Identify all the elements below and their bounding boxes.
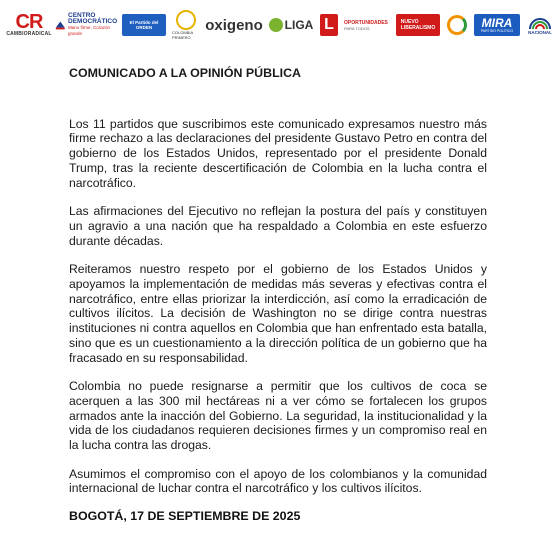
mira-logo — [474, 14, 520, 36]
communique-body — [69, 66, 487, 510]
nuevo-liberalismo-line2: LIBERALISMO — [400, 25, 436, 31]
centro-democratico-tagline: Mano firme, Corazón grande — [68, 25, 111, 36]
oxigeno-logo — [206, 8, 262, 42]
oportunidades-logo — [344, 8, 390, 42]
colombia-primero-logo — [172, 8, 200, 42]
partido-nacional-logo — [526, 8, 554, 42]
party-logo-bar — [0, 0, 560, 50]
mira-tagline: PARTIDO POLITICO — [480, 29, 514, 33]
nacional-arcs-icon — [528, 16, 552, 30]
colombia-primero-seal-icon — [176, 10, 196, 30]
liga-text: LIGA — [284, 18, 314, 32]
partido-de-la-u-logo — [446, 8, 468, 42]
date-line: BOGOTÁ, 17 DE SEPTIEMBRE DE 2025 — [69, 509, 301, 523]
oportunidades-line2: PARA TODOS — [344, 25, 370, 31]
liga-circle-icon — [269, 18, 283, 32]
cambio-radical-mark: CR — [15, 11, 43, 33]
cambio-radical-caption: CAMBIORADICAL — [6, 31, 52, 37]
paragraph-2: Las afirmaciones del Ejecutivo no reflejan la postura del país y constituyen un agravio a una nación que ha respaldado a Colombia en este esfuerzo durante décadas. — [69, 204, 487, 248]
oxigeno-text: oxigeno — [205, 16, 263, 34]
centro-democratico-logo — [58, 8, 116, 42]
paragraph-4: Colombia no puede resignarse a permitir que los cultivos de coca se acerquen a las 300 mil hectáreas ni a ver cómo se fortalecen los grupos armados ante la inacción del Gobierno. La seguridad, la institucionalidad y la vida de los ciudadanos requieren decisiones firmes y un compromiso real en la lucha contra las drogas. — [69, 379, 487, 453]
centro-democratico-line2: DEMOCRÁTICO — [68, 18, 118, 25]
nacional-caption: NACIONAL — [528, 29, 552, 35]
communique-heading: COMUNICADO A LA OPINIÓN PÚBLICA — [69, 66, 301, 80]
mira-text: MIRA — [481, 16, 513, 30]
paragraph-1: Los 11 partidos que suscribimos este comunicado expresamos nuestro más firme rechazo a las declaraciones del presidente Gustavo Petro en contra del gobierno de los Estados Unidos, representado por el presidente Donald Trump, tras la reciente descertificación de Colombia en la lucha contra el narcotráfico. — [69, 116, 487, 190]
paragraph-3: Reiteramos nuestro respeto por el gobierno de los Estados Unidos y apoyamos la implementación de medidas más severas y efectivas contra el narcotráfico, entre ellas priorizar la interdicción, así como la erradicación de cultivos ilícitos. La decisión de Washington no se dirige contra nuestras instituciones ni contra aquellos en Colombia que han enfrentado esta batalla, sino que es un cuestionamiento a la dirección política de un gobierno que ha fracasado en su responsabilidad. — [69, 262, 487, 365]
cambio-radical-logo — [6, 8, 52, 42]
liga-logo — [268, 8, 314, 42]
centro-democratico-icon — [55, 19, 66, 31]
l-party-logo-icon: L — [320, 14, 338, 36]
colombia-primero-caption: COLOMBIA PRIMERO — [172, 30, 193, 40]
oportunidades-line1: OPORTUNIDADES — [344, 19, 388, 26]
u-ring-icon — [447, 15, 467, 35]
nuevo-liberalismo-line1: NUEVO — [400, 19, 419, 25]
nuevo-liberalismo-logo — [396, 14, 440, 36]
partido-del-orden-logo — [122, 14, 166, 36]
centro-democratico-line1: CENTRO — [68, 12, 96, 19]
paragraph-5: Asumimos el compromiso con el apoyo de los colombianos y la comunidad internacional de luchar contra el narcotráfico y los cultivos ilícitos. — [69, 466, 487, 496]
partido-del-orden-text: El Partido del ORDEN — [129, 20, 159, 30]
